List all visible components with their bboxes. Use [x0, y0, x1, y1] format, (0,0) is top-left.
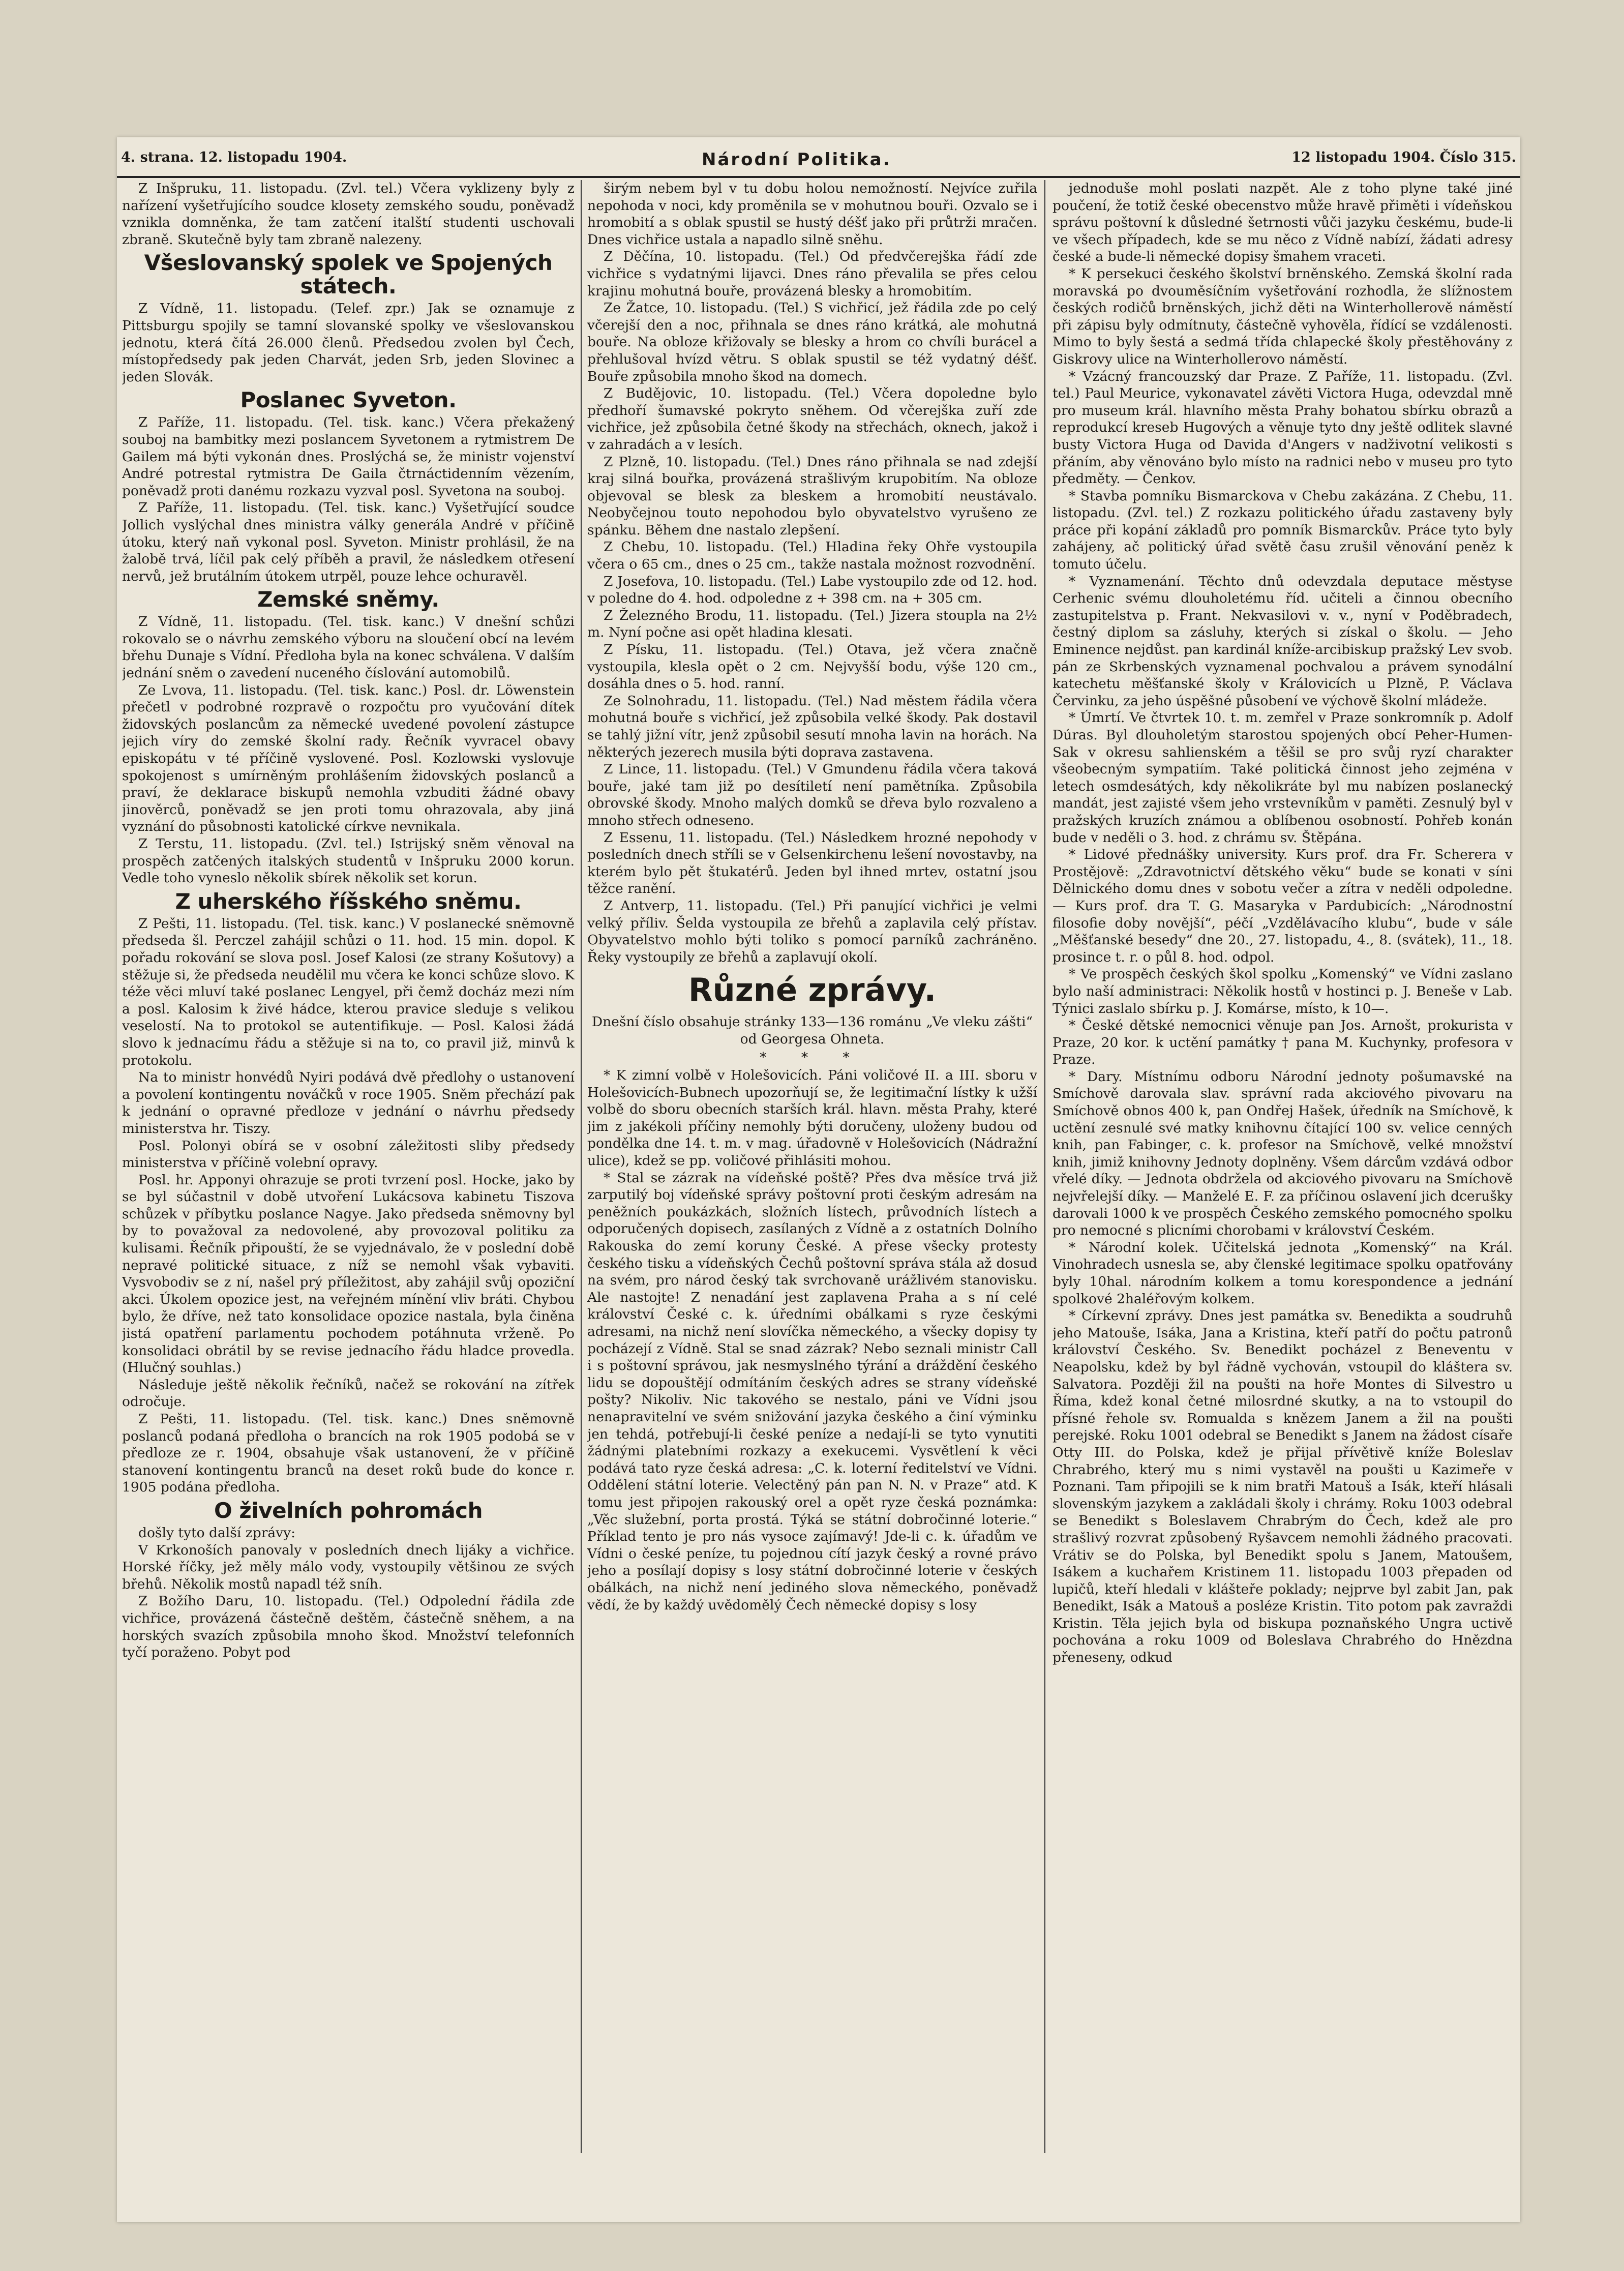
- article-paragraph: * K persekuci českého školství brněnského. Zemská školní rada moravská po dvouměsíčním vyšetřování rozhodla, že slížnostem českých rodičů brněnských, jichž děti na Winterhollerově náměstí při zápisu byly odmítnuty, částečně vyhověla, řídící se vzdálenosti. Mimo to byly šestá a sedmá třída chlapecké školy přestěhovány z Giskrovy ulice na Winterhollerovo náměstí.: [1052, 265, 1513, 367]
- article-paragraph: Z Písku, 11. listopadu. (Tel.) Otava, jež včera značně vystoupila, klesla opět o 2 cm. Nejvyšší bodu, výše 120 cm., dosáhla dnes o 5. hod. ranní.: [587, 642, 1037, 692]
- article-paragraph: Následuje ještě několik řečníků, načež se rokování na zítřek odročuje.: [122, 1377, 575, 1410]
- header-issue-number: 12 listopadu 1904. Číslo 315.: [1291, 150, 1516, 165]
- column-3: [1052, 180, 1513, 2153]
- article-paragraph: Z Pešti, 11. listopadu. (Tel. tisk. kanc.) Dnes sněmovně poslanců podaná předloha o brancích na rok 1905 podobá se v předloze ze r. 1904, obsahuje však ustanovení, že v příčině stanovení kontingentu branců na deset roků bude do konce r. 1905 podána předloha.: [122, 1411, 575, 1496]
- article-paragraph: Z Děčína, 10. listopadu. (Tel.) Od předvčerejška řádí zde vichřice s vydatnými lijavci. Dnes ráno převalila se přes celou krajinu mohutná bouře, provázená blesky a hromobitím.: [587, 249, 1037, 299]
- article-paragraph: Z Vídně, 11. listopadu. (Tel. tisk. kanc.) V dnešní schůzi rokovalo se o návrhu zemského výboru na sloučení obcí na levém břehu Dunaje s Vídní. Předloha byla na konec schválena. V dalším jednání sněm o zavedení nuceného číslování automobilů.: [122, 614, 575, 681]
- separator-asterisks: * * *: [760, 1049, 865, 1065]
- column-2: [587, 180, 1037, 2153]
- article-paragraph: * Úmrtí. Ve čtvrtek 10. t. m. zemřel v Praze sonkromník p. Adolf Dúras. Byl dlouholetým starostou spojených obcí Peher-Humen-Sak v okresu sahlienském a těšil se pro svůj ryzí charakter všeobecným sympatiím. Také politická činnost jeho zejména v letech osmdesátých, kdy několikráte byl mu nabízen poslanecký mandát, jest zajisté všem jeho vrstevníkům v paměti. Zesnulý byl v pražských kruzích známou a oblíbenou osobností. Pohřeb konán bude v neděli o 3. hod. z chrámu sv. Štěpána.: [1052, 710, 1513, 846]
- masthead-title: Národní Politika.: [702, 150, 891, 170]
- newspaper-page: [117, 137, 1520, 2222]
- column-1: [122, 180, 575, 2153]
- article-paragraph: * K zimní volbě v Holešovicích. Páni voličové II. a III. sboru v Holešovicích-Bubnech upozorňují se, že legitimační lístky k užší volbě do sboru obecních starších král. hlavn. města Prahy, které jim z jakékoli příčiny nemohly býti doručeny, uloženy budou od pondělka dne 14. t. m. v mag. úřadovně v Holešovicích (Nádražní ulice), kdež se pp. voličové přihlásiti mohou.: [587, 1067, 1037, 1169]
- section-heading: Zemské sněmy.: [257, 587, 439, 612]
- article-paragraph: Z Essenu, 11. listopadu. (Tel.) Následkem hrozné nepohody v posledních dnech stříli se v Gelsenkirchenu lešení novostavby, na kterém bylo pět štukatérů. Jeden byl ihned mrtev, ostatní jsou těžce ranění.: [587, 829, 1037, 897]
- article-paragraph: Z Inšpruku, 11. listopadu. (Zvl. tel.) Včera vyklizeny byly z nařízení vyšetřujícího soudce klosety zemského soudu, poněvadž vznikla domněnka, že tam zatčení italští studenti uschovali zbraně. Skutečně byly tam zbraně nalezeny.: [122, 181, 575, 248]
- article-paragraph: Z Pešti, 11. listopadu. (Tel. tisk. kanc.) V poslanecké sněmovně předseda šl. Perczel zahájil schůzi o 11. hod. 15 min. dopol. K pořadu rokování se slova posl. Josef Kalosi (ze strany Košutovy) a stěžuje si, že předseda neudělil mu včera ke konci schůze slovo. K téže věci mluví také poslanec Lengyel, při čemž docház mezi ním a posl. Kalosim k živé hádce, kterou pravice sleduje s velikou veselostí. Na to protokol se autentifikuje. — Posl. Kalosi žádá slovo k jednacímu řádu a stěžuje si na to, co pravil již, minvů k protokolu.: [122, 915, 575, 1068]
- section-title: Různé zprávy.: [688, 971, 937, 1009]
- article-paragraph: Z Antverp, 11. listopadu. (Tel.) Při panující vichřici je velmi velký příliv. Šelda vystoupila ze břehů a zaplavila celý přístav. Obyvatelstvo mohlo býti toliko s pomocí parníků zachráněno. Řeky vystoupily ze břehů a zaplavují okolí.: [587, 898, 1037, 965]
- article-paragraph: * Stavba pomníku Bismarckova v Chebu zakázána. Z Chebu, 11. listopadu. (Zvl. tel.) Z rozkazu politického úřadu zastaveny byly práce při kopání základů pro pomník Bismarckův. Práce tyto byly zahájeny, ač politický úřad světě času zrušil věnování peněz k tomuto účelu.: [1052, 488, 1513, 573]
- article-paragraph: Z Josefova, 10. listopadu. (Tel.) Labe vystoupilo zde od 12. hod. v poledne do 4. hod. odpoledne z + 398 cm. na + 305 cm.: [587, 573, 1037, 607]
- article-paragraph: * České dětské nemocnici věnuje pan Jos. Arnošt, prokurista v Praze, 20 kor. k uctění památky † pana M. Kuchynky, profesora v Praze.: [1052, 1018, 1513, 1068]
- section-note: Dnešní číslo obsahuje stránky 133—136 románu „Ve vleku zášti“ od Georgesa Ohneta.: [591, 1014, 1033, 1047]
- article-paragraph: Ze Solnohradu, 11. listopadu. (Tel.) Nad městem řádila včera mohutná bouře s vichřicí, jež způsobila velké škody. Pak dostavil se tahlý jižní vítr, jenž způsobil sesutí mnoha lavin na horách. Na některých jezerech musila býti doprava zastavena.: [587, 693, 1037, 760]
- article-paragraph: * Vzácný francouzský dar Praze. Z Paříže, 11. listopadu. (Zvl. tel.) Paul Meurice, vykonavatel závěti Victora Huga, odevzdal mně pro museum král. hlavního města Prahy bohatou sbírku obrazů a reprodukcí kreseb Hugových a věnuje tyto dny ještě odlitek slavné busty Victora Huga od Davida d'Angers v nadživotní velikosti s přáním, aby věnováno bylo místo na radnici nebo v museu pro tyto předměty. — Čenkov.: [1052, 368, 1513, 487]
- article-paragraph: Z Plzně, 10. listopadu. (Tel.) Dnes ráno přihnala se nad zdejší kraj silná bouřka, provázená strašlivým krupobitím. Na obloze objevoval se blesk za bleskem a hromobití neustávalo. Neobyčejnou touto nepohodou bylo obyvatelstvo vyrušeno ze spánku. Během dne nastalo zlepšení.: [587, 454, 1037, 538]
- article-paragraph: Na to ministr honvédů Nyiri podává dvě předlohy o ustanovení a povolení kontingentu nováčků v roce 1905. Sněm přechází pak k jednání o opravné předloze v jednání o návrhu předsedy ministerstva hr. Tiszy.: [122, 1069, 575, 1137]
- article-paragraph: V Krkonoších panovaly v posledních dnech lijáky a vichřice. Horské říčky, jež měly málo vody, vystoupily většinou ze svých břehů. Několik mostů napadl též sníh.: [122, 1542, 575, 1592]
- article-paragraph: Ze Žatce, 10. listopadu. (Tel.) S vichřicí, jež řádila zde po celý včerejší den a noc, přihnala se dnes ráno krátká, ale mohutná bouře. Na obloze křižovaly se blesky a hrom co chvíli burácel a přehlušoval hvízd větru. S oblak spustil se též vydatný déšť. Bouře způsobila mnoho škod na domech.: [587, 300, 1037, 384]
- article-paragraph: širým nebem byl v tu dobu holou nemožností. Nejvíce zuřila nepohoda v noci, kdy proměnila se v mohutnou bouři. Ozvalo se i hromobití a s oblak spustil se hustý déšť jako při průtrži mračen. Dnes vichřice ustala a napadlo silně sněhu.: [587, 181, 1037, 248]
- article-paragraph: * Lidové přednášky university. Kurs prof. dra Fr. Scherera v Prostějově: „Zdravotnictví dětského věku“ bude se konati v síni Dělnického domu dnes v sobotu večer a zítra v neděli odpoledne. — Kurs prof. dra T. G. Masaryka v Pardubicích: „Národnostní filosofie doby novější“, péčí „Vzdělávacího klubu“, bude v sále „Měšťanské besedy“ dne 20., 27. listopadu, 4., 8. (svátek), 11., 18. prosince t. r. o půl 8. hod. odpol.: [1052, 847, 1513, 965]
- article-paragraph: jednoduše mohl poslati nazpět. Ale z toho plyne také jiné poučení, že totiž české obecenstvo může hravě přiměti i vídeňskou správu poštovní k důsledné šetrnosti vůči jazyku českému, bude-li ve všech případech, kde se mu něco z Vídně nabízí, žádati adresy české a bude-li německé dopisy šmahem vraceti.: [1052, 181, 1513, 265]
- article-paragraph: Z Božího Daru, 10. listopadu. (Tel.) Odpolední řádila zde vichřice, provázená částečně deštěm, částečně sněhem, a na horských svazích způsobila mnoho škod. Množství telefonních tyčí poraženo. Pobyt pod: [122, 1593, 575, 1661]
- article-paragraph: Z Paříže, 11. listopadu. (Tel. tisk. kanc.) Vyšetřující soudce Jollich vyslýchal dnes ministra války generála André v příčině útoku, který naň vykonal posl. Syveton. Ministr prohlásil, že na žalobě trvá, líčil pak celý příběh a pravil, že následkem otřesení nervů, jež brutálním útokem utrpěl, pouze lehce ochuravěl.: [122, 500, 575, 584]
- article-paragraph: * Církevní zprávy. Dnes jest památka sv. Benedikta a soudruhů jeho Matouše, Isáka, Jana a Kristina, kteří patří do počtu patronů království Českého. Sv. Benedikt pocházel z Beneventu v Neapolsku, kdež by byl řádně vychován, vstoupil do kláštera sv. Salvatora. Později žil na poušti na hoře Montes di Silvestro u Říma, kdež konal četné milosrdné skutky, a na to vstoupil do přísné řehole sv. Romualda s knězem Janem a žil na poušti perejské. Roku 1001 odebral se Benedikt s Janem na žádost císaře Otty III. do Polska, kdež je přijal přívětivě kníže Boleslav Chrabrého, který mu s nimi vystavěl na poušti u Kazimeře v Poznani. Tam připojili se k nim bratři Matouš a Isák, kteří hlásali slovenským jazykem a zakládali školy i chrámy. Roku 1003 odebral se Benedikt s Boleslavem Chrabrým do Čech, kdež ale pro strašlivý rozvrat způsobený Ryšavcem nemohli žádného pracovati. Vrátiv se do Polska, byl Benedikt spolu s Janem, Matoušem, Isákem a kuchařem Kristinem 11. listopadu 1003 přepaden od lupičů, kteří hledali v klášteře poklady; nejprve byl zabit Jan, pak Benedikt, Isák a Matouš a posléze Kristin. Tito potom pak zavraždi Kristin. Těla jejich byla od biskupa poznaňského Ungra uctivě pochována a roku 1009 od Boleslava Chrabrého do Hnězdna přeneseny, odkud: [1052, 1308, 1513, 1666]
- article-paragraph: Posl. hr. Apponyi ohrazuje se proti tvrzení posl. Hocke, jako by se byl súčastnil v době utvoření Lukácsova kabinetu Tiszova schůzek v příbytku poslance Nagye. Jako předseda sněmovny byl by to považoval za nedovolené, aby provozoval politiku za kulisami. Řečník připouští, že se vyjednávalo, že v poslední době nepravé politické situace, z níž se nemohl však vybaviti. Vysvobodiv se z ní, našel prý příležitost, aby zahájil svůj opoziční akci. Úkolem opozice jest, na veřejném mínění vliv bráti. Chybou bylo, že dříve, než tato konsolidace opozice nastala, byla činěna jistá opatření parlamentu pochodem potáhnuta vrženě. Po konsolidaci obrátil by se revise jednacího řádu hladce provedla. (Hlučný souhlas.): [122, 1172, 575, 1376]
- article-paragraph: * Vyznamenání. Těchto dnů odevzdala deputace městyse Cerhenic svému dlouholetému říd. učiteli a činnou obecního zastupitelstva p. Frant. Nekvasilovi v. v., nyní v Poděbradech, čestný diplom sa zásluhy, kterých si získal o školu. — Jeho Eminence nejdůst. pan kardinál kníže-arcibiskup pražský Lev svob. pán ze Skrbenských vyznamenal pochvalou a právem synodální katechetu měšťanské školy v Královicích u Plzně, P. Václava Červinku, za jeho úspěšné působení ve výchově školní mládeže.: [1052, 573, 1513, 709]
- section-heading: Z uherského říšského sněmu.: [175, 888, 522, 914]
- article-paragraph: došly tyto další zprávy:: [138, 1525, 296, 1541]
- article-paragraph: Z Terstu, 11. listopadu. (Zvl. tel.) Istrijský sněm věnoval na prospěch zatčených italských studentů v Inšpruku 2000 korun. Vedle toho vyneslo několik sbírek několik set korun.: [122, 836, 575, 886]
- article-paragraph: Z Lince, 11. listopadu. (Tel.) V Gmundenu řádila včera taková bouře, jaké tam již po desítiletí není pamětníka. Způsobila obrovské škody. Mnoho malých domků se dřeva bylo rozvaleno a mnoho střech odneseno.: [587, 761, 1037, 828]
- page-header: [117, 145, 1520, 178]
- section-heading: O živelních pohromách: [214, 1498, 483, 1523]
- article-paragraph: * Stal se zázrak na vídeňské poště? Přes dva měsíce trvá již zarputilý boj vídeňské správy poštovní proti českým adresám na peněžních poukázkách, složních lístech, průvodních lístech a odporučených dopisech, zasílaných z Vídně a z ostatních Dolního Rakouska do zemí koruny České. A přese všecky protesty českého tisku a vídeňských Čechů poštovní správa stála až dosud na svém, pro národ český tak svrchovaně urážlivém stanovisku. Ale nastojte! Z nenadání jest zaplavena Praha a s ní celé království České c. k. úředními obálkami s ryze českými adresami, na nichž není slovíčka německého, a všecky dopisy ty pocházejí z Vídně. Stal se snad zázrak? Nebo seznali ministr Call i s poštovní správou, jak nesmyslného týrání a dráždění českého lidu se dopouštějí odmítáním českých adres se strany vídeňské pošty? Nikoliv. Nic takového se nestalo, páni ve Vídni jsou nenapravitelní ve svém snižování jazyka českého a činí výminku jen tehdá, potřebují-li české peníze a nedají-li se tyto vynutiti žádnými platebními rozkazy a exekucemi. Vysvětlení k věci podává tato ryze česká adresa: „C. k. loterní ředitelství ve Vídni. Oddělení státní loterie. Velectěný pán pan N. N. v Praze“ atd. K tomu jest připojen rakouský orel a opět ryze česká poznámka: „Věc služební, porta prostá. Týká se státní dobročinné loterie.“ Příklad tento je pro nás vysoce zajímavý! Jde-li c. k. úřadům ve Vídni o české peníze, tu pojednou cítí jazyk český a rovné právo jeho a posílají dopisy s losy státní dobročinné loterie v českých obálkách, na nichž není jediného slova německého, poněvadž vědí, že by každý uvědomělý Čech německé dopisy s losy: [587, 1170, 1037, 1613]
- column-divider: [1044, 180, 1045, 2153]
- article-paragraph: Z Paříže, 11. listopadu. (Tel. tisk. kanc.) Včera překažený souboj na bambitky mezi poslancem Syvetonem a rytmistrem De Gailem má býti vykonán dnes. Proslýchá se, že ministr vojenství André potrestal rytmistra De Gaila čtrnáctidenním vězením, poněvadž proti danému rozkazu vyzval posl. Syvetona na souboj.: [122, 414, 575, 499]
- article-paragraph: Z Železného Brodu, 11. listopadu. (Tel.) Jizera stoupla na 2½ m. Nyní počne asi opět hladina klesati.: [587, 607, 1037, 641]
- section-heading: Všeslovanský spolek ve Spojených státech.: [144, 250, 553, 299]
- article-paragraph: Z Budějovic, 10. listopadu. (Tel.) Včera dopoledne bylo předhoří šumavské pokryto sněhem. Od včerejška zuří zde vichřice, jež způsobila četné škody na střechách, oknech, jakož i v zahradách a v lesích.: [587, 385, 1037, 453]
- article-paragraph: Z Vídně, 11. listopadu. (Telef. zpr.) Jak se oznamuje z Pittsburgu spojily se tamní slovanské spolky ve všeslovanskou jednotu, která čítá 26.000 členů. Předsedou zvolen byl Čech, místopředsedy pak jeden Charvát, jeden Srb, jeden Slovinec a jeden Slovák.: [122, 301, 575, 385]
- article-paragraph: Posl. Polonyi obírá se v osobní záležitosti sliby předsedy ministerstva v příčině volební opravy.: [122, 1138, 575, 1171]
- article-paragraph: Z Chebu, 10. listopadu. (Tel.) Hladina řeky Ohře vystoupila včera o 65 cm., dnes o 25 cm., takže nastala možnost rozvodnění.: [587, 539, 1037, 573]
- article-paragraph: Ze Lvova, 11. listopadu. (Tel. tisk. kanc.) Posl. dr. Löwenstein přečetl v podrobné rozpravě o rozpočtu pro vyučování dítek židovských poslancům za německé uvedené povolení zástupce jejich víry do zemské školní rady. Řečník vyvracel obavy episkopátu v té příčině vyslovené. Posl. Kozlowski vyslovuje spokojenost s umírněným prohlášením židovských poslanců a praví, že deklarace biskupů nemohla vzbuditi žádné obavy jinověrců, poněvadž se jen proti tomu ohrazovala, aby jiná vyznání do působnosti katolické církve nevnikala.: [122, 682, 575, 835]
- article-paragraph: * Národní kolek. Učitelská jednota „Komenský“ na Král. Vinohradech usnesla se, aby členské legitimace spolku opatřovány byly 10hal. národním kolkem a tomu korespondence a jednání spolkové 2haléřovým kolkem.: [1052, 1239, 1513, 1307]
- section-heading: Poslanec Syveton.: [240, 387, 457, 413]
- column-divider: [581, 180, 582, 2153]
- header-page-date: 4. strana. 12. listopadu 1904.: [121, 150, 347, 165]
- article-paragraph: * Ve prospěch českých škol spolku „Komenský“ ve Vídni zaslano bylo naší administraci: Několik hostů v hostinci p. J. Beneše v Lab. Týnici zaslalo sbírku p. J. Komárse, místo, k 10—.: [1052, 966, 1513, 1017]
- article-paragraph: * Dary. Místnímu odboru Národní jednoty pošumavské na Smíchově darovala slav. správní rada akciového pivovaru na Smíchově obnos 400 k, pan Ondřej Hašek, úředník na Smíchově, k uctění zesnulé své matky knihovnu čítající 100 sv. velice cenných knih, pan Fabinger, c. k. profesor na Smíchově, velké množství knih, jimiž knihovny Jednoty doplněny. Všem dárcům vzdává odbor vřelé díky. — Jednota obdržela od akciového pivovaru na Smíchově nejvřelejší díky. — Manželé E. F. za příčinou oslavení jich dcerušky darovali 1000 k ve prospěch Českého zemského pomocného spolku pro nemocné s plicními chorobami v království Českém.: [1052, 1068, 1513, 1239]
